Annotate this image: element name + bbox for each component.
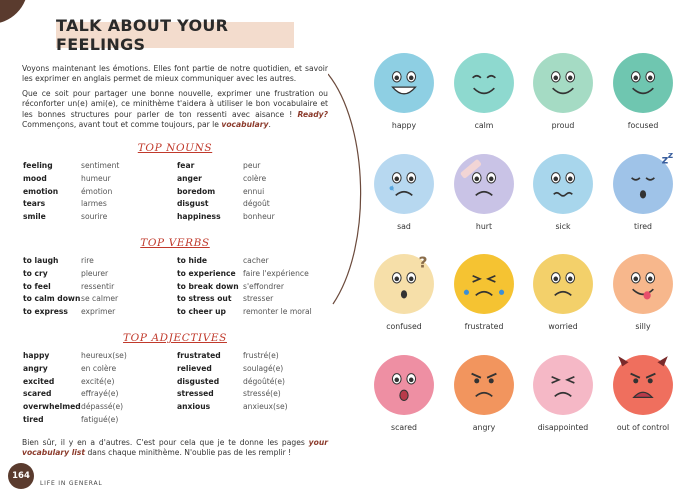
emoji-label: sick bbox=[555, 222, 571, 231]
emoji-label: focused bbox=[627, 121, 659, 130]
footer-section-name: LIFE IN GENERAL bbox=[40, 480, 103, 487]
vocab-row bbox=[23, 160, 119, 173]
outro-vocabulary-list: your vocabulary list bbox=[22, 438, 328, 458]
vocab-french: rire bbox=[81, 256, 94, 265]
outro-text-b: dans chaque minithème. N'oublie pas de les remplir ! bbox=[87, 448, 292, 458]
vocab-french: remonter le moral bbox=[243, 307, 312, 317]
vocab-english: excited bbox=[23, 376, 55, 386]
nouns-left-list bbox=[23, 160, 119, 224]
disappointed-face-icon bbox=[532, 354, 594, 416]
angry-face-icon bbox=[453, 354, 515, 416]
vocab-french: émotion bbox=[81, 186, 113, 196]
vocab-row bbox=[23, 186, 119, 199]
emoji-label: hurt bbox=[475, 222, 493, 231]
emoji-scared bbox=[364, 354, 444, 432]
section-title-verbs: TOP VERBS bbox=[140, 237, 210, 249]
vocab-row bbox=[177, 160, 275, 173]
emoji-label: tired bbox=[633, 222, 652, 231]
vocab-english: to hide bbox=[177, 256, 208, 265]
adjectives-right-list bbox=[177, 350, 288, 414]
vocab-english: to feel bbox=[23, 281, 51, 291]
focused-face-icon bbox=[612, 52, 674, 114]
vocab-english: tears bbox=[23, 199, 46, 209]
emoji-label: silly bbox=[635, 322, 651, 331]
vocab-french: stresser bbox=[243, 294, 274, 304]
vocab-english: to stress out bbox=[177, 294, 232, 304]
vocab-row bbox=[23, 173, 119, 186]
vocab-french: humeur bbox=[81, 173, 111, 183]
vocab-english: disgust bbox=[177, 199, 209, 209]
vocab-french: excité(e) bbox=[81, 376, 115, 386]
vocab-english: to laugh bbox=[23, 256, 59, 265]
vocab-english: disgusted bbox=[177, 376, 220, 386]
adjectives-left-list bbox=[23, 350, 127, 427]
emoji-calm bbox=[444, 52, 524, 130]
sad-face-icon bbox=[373, 153, 435, 215]
emoji-label: proud bbox=[551, 121, 575, 130]
vocab-french: larmes bbox=[81, 199, 107, 209]
emoji-sad bbox=[364, 153, 444, 231]
vocab-english: mood bbox=[23, 173, 47, 183]
emoji-proud bbox=[523, 52, 603, 130]
emoji-happy bbox=[364, 52, 444, 130]
intro-text-b: Commençons, avant tout et comme toujours, par le bbox=[22, 119, 219, 129]
vocab-row bbox=[177, 281, 312, 294]
vocab-row bbox=[177, 255, 312, 268]
vocab-french: sourire bbox=[81, 212, 108, 222]
emoji-angry bbox=[444, 354, 524, 432]
vocab-row bbox=[177, 401, 288, 414]
emoji-out-of-control bbox=[603, 354, 683, 432]
vocab-french: faire l'expérience bbox=[243, 268, 309, 278]
vocab-french: dégoût bbox=[243, 199, 270, 209]
vocab-french: soulagé(e) bbox=[243, 363, 284, 373]
scared-face-icon bbox=[373, 354, 435, 416]
proud-face-icon bbox=[532, 52, 594, 114]
vocab-french: dépassé(e) bbox=[81, 402, 124, 412]
vocab-row bbox=[23, 414, 127, 427]
vocab-row bbox=[177, 306, 312, 319]
silly-face-icon bbox=[612, 253, 674, 315]
vocab-french: anxieux(se) bbox=[243, 402, 288, 412]
worried-face-icon bbox=[532, 253, 594, 315]
vocab-row bbox=[23, 293, 118, 306]
vocab-english: fear bbox=[177, 161, 195, 170]
page-title-banner bbox=[56, 16, 294, 54]
section-title-adjectives: TOP ADJECTIVES bbox=[123, 332, 227, 344]
corner-decoration bbox=[0, 0, 28, 24]
svg-text:z: z bbox=[661, 153, 669, 167]
page-number: 164 bbox=[8, 463, 34, 489]
calm-face-icon bbox=[453, 52, 515, 114]
vocab-row bbox=[177, 350, 288, 363]
tired-face-icon bbox=[612, 153, 674, 215]
vocab-english: angry bbox=[23, 363, 48, 373]
vocab-english: to cheer up bbox=[177, 307, 226, 317]
outro-text-a: Bien sûr, il y en a d'autres. C'est pour cela que je te donne les pages bbox=[22, 438, 305, 447]
vocab-english: relieved bbox=[177, 363, 212, 373]
vocab-row bbox=[177, 363, 288, 376]
vocab-row bbox=[23, 376, 127, 389]
vocab-row bbox=[23, 281, 118, 294]
vocab-english: overwhelmed bbox=[23, 402, 81, 412]
vocab-row bbox=[177, 376, 288, 389]
vocab-french: effrayé(e) bbox=[81, 389, 119, 399]
vocab-french: peur bbox=[243, 161, 261, 170]
emoji-silly bbox=[603, 253, 683, 331]
vocab-row bbox=[177, 293, 312, 306]
vocab-english: anger bbox=[177, 173, 202, 183]
svg-text:z: z bbox=[667, 153, 674, 162]
vocab-english: frustrated bbox=[177, 351, 221, 360]
verbs-left-list bbox=[23, 255, 118, 319]
vocab-english: to calm down bbox=[23, 294, 81, 304]
emoji-hurt bbox=[444, 153, 524, 231]
emoji-frustrated bbox=[444, 253, 524, 331]
vocab-french: sentiment bbox=[81, 161, 120, 170]
devil-face-icon bbox=[612, 354, 674, 416]
section-title-nouns: TOP NOUNS bbox=[137, 142, 213, 154]
vocab-english: tired bbox=[23, 414, 44, 424]
intro-paragraph-2 bbox=[22, 89, 328, 130]
vocab-french: fatigué(e) bbox=[81, 414, 119, 424]
vocab-row bbox=[23, 211, 119, 224]
vocab-english: smile bbox=[23, 212, 46, 222]
emoji-label: worried bbox=[548, 322, 578, 331]
vocab-english: to experience bbox=[177, 268, 236, 278]
vocab-row bbox=[23, 198, 119, 211]
vocab-row bbox=[177, 198, 275, 211]
vocab-row bbox=[177, 186, 275, 199]
vocab-row bbox=[23, 306, 118, 319]
vocab-french: heureux(se) bbox=[81, 351, 127, 360]
vocab-french: ressentir bbox=[81, 281, 115, 291]
vocab-row bbox=[23, 350, 127, 363]
vocab-english: happy bbox=[23, 351, 50, 360]
vocab-english: stressed bbox=[177, 389, 214, 399]
vocab-row bbox=[23, 388, 127, 401]
vocab-french: exprimer bbox=[81, 307, 116, 317]
vocab-french: pleurer bbox=[81, 268, 109, 278]
emoji-label: scared bbox=[391, 423, 417, 432]
emoji-focused bbox=[603, 52, 683, 130]
vocab-french: se calmer bbox=[81, 294, 119, 304]
emoji-label: sad bbox=[397, 222, 411, 231]
emoji-label: calm bbox=[474, 121, 494, 130]
vocab-english: to cry bbox=[23, 268, 48, 278]
vocab-french: colère bbox=[243, 173, 267, 183]
svg-text:?: ? bbox=[418, 253, 428, 272]
vocab-row bbox=[23, 363, 127, 376]
intro-ready: Ready? bbox=[297, 109, 329, 119]
nouns-right-list bbox=[177, 160, 275, 224]
vocab-english: anxious bbox=[177, 402, 211, 412]
intro-end: . bbox=[268, 119, 271, 129]
vocab-row bbox=[177, 388, 288, 401]
vocab-row bbox=[177, 173, 275, 186]
frustrated-face-icon bbox=[453, 253, 515, 315]
emoji-label: disappointed bbox=[537, 423, 589, 432]
vocab-english: to break down bbox=[177, 281, 239, 291]
page-title: TALK ABOUT YOUR FEELINGS bbox=[56, 16, 229, 54]
happy-face-icon bbox=[373, 52, 435, 114]
emoji-label: angry bbox=[472, 423, 496, 432]
vocab-english: to express bbox=[23, 307, 68, 317]
vocab-french: ennui bbox=[243, 186, 265, 196]
vocab-english: emotion bbox=[23, 186, 59, 196]
vocab-french: dégoûté(e) bbox=[243, 376, 286, 386]
vocab-english: scared bbox=[23, 389, 52, 399]
vocab-french: frustré(e) bbox=[243, 351, 279, 360]
emoji-tired bbox=[603, 153, 683, 231]
emoji-disappointed bbox=[523, 354, 603, 432]
vocab-row bbox=[177, 211, 275, 224]
vocab-row bbox=[23, 255, 118, 268]
intro-paragraph-1: Voyons maintenant les émotions. Elles font partie de notre quotidien, et savoir les exprimer en anglais permet de mieux communiquer avec les autres. bbox=[22, 64, 328, 84]
vocab-french: cacher bbox=[243, 256, 269, 265]
emoji-confused bbox=[364, 253, 444, 331]
emoji-worried bbox=[523, 253, 603, 331]
verbs-right-list bbox=[177, 255, 312, 319]
vocab-row bbox=[23, 268, 118, 281]
vocab-row bbox=[177, 268, 312, 281]
intro-text-a: Que ce soit pour partager une bonne nouvelle, exprimer une frustration ou réconforter un(e) ami(e), ce minithème t'aidera à utiliser le bon vocabulaire et les bonnes structures pour parler de ton ressenti avec aisance ! bbox=[22, 89, 328, 119]
vocab-french: s'effondrer bbox=[243, 281, 284, 291]
vocab-french: stressé(e) bbox=[243, 389, 281, 399]
emoji-label: confused bbox=[386, 322, 422, 331]
vocab-english: happiness bbox=[177, 212, 221, 222]
emoji-sick bbox=[523, 153, 603, 231]
vocab-row bbox=[23, 401, 127, 414]
sick-face-icon bbox=[532, 153, 594, 215]
vocab-english: boredom bbox=[177, 186, 216, 196]
hurt-face-icon bbox=[453, 153, 515, 215]
emoji-label: out of control bbox=[616, 423, 670, 432]
vocab-french: en colère bbox=[81, 363, 117, 373]
emoji-label: happy bbox=[391, 121, 417, 130]
outro-paragraph bbox=[22, 438, 328, 459]
intro-vocabulary: vocabulary bbox=[221, 119, 269, 129]
vocab-english: feeling bbox=[23, 161, 53, 170]
confused-face-icon bbox=[373, 253, 435, 315]
vocab-french: bonheur bbox=[243, 212, 275, 222]
emoji-label: frustrated bbox=[464, 322, 504, 331]
